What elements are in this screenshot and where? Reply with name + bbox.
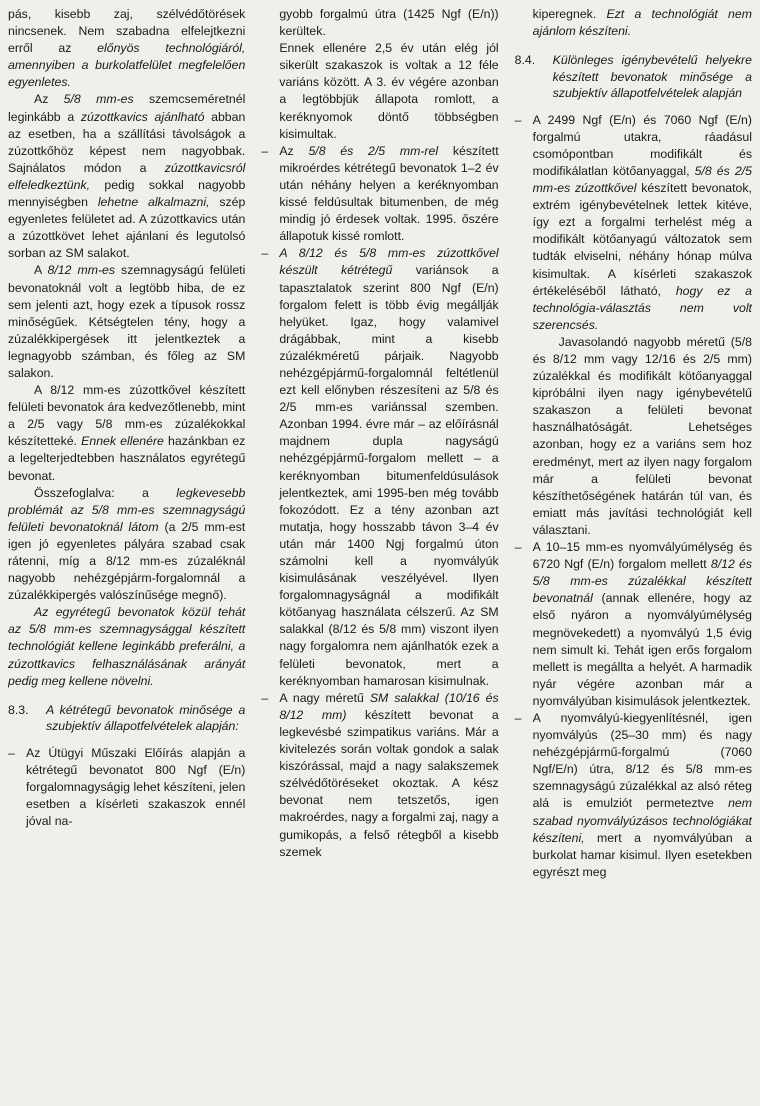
list-item-continued [515,334,752,539]
list-item-text: kiperegnek. Ezt a technológiát nem ajánlom készíteni. [532,7,752,39]
list-item [515,112,752,334]
list-item-text: A nyomvályú-kiegyenlítésnél, igen nyomvályús (25–30 mm) és nagy nehézgépjármű-forgalmú (7060 Ngf/E/n) útra, 8/12 és 5/8 mm-es szemnagyságú zúzalékkal az alsó réteg alá is emulziót permeteztve nem szabad nyomvályúzásos technológiákat készíteni, mert a nyomvályúban a burkolat hamar kisimul. Ilyen esetekben egyrészt meg [532,710,752,879]
column-2 [261,6,498,1066]
list-item-text: A 10–15 mm-es nyomvályúmélység és 6720 Ngf (E/n) forgalom mellett 8/12 és 5/8 mm-es zúzalékkal készített bevonatnál (annak ellenére, hogy az első nyáron a nyomvályúmélység megnövekedett) a nyomvályú 1,5 évig nem simult ki. Tehát igen erős forgalom mellett is megállta a helyét. A harmadik nyár végére azonban már a nyomvályúban kisimulások jelentkeztek. [532,540,752,708]
section-number: 8.4. [514,53,536,68]
list-item-text: Az Útügyi Műszaki Előírás alapján a kétrétegű bevonatot 800 Ngf (E/n) forgalomnagyságig lehet készíteni, jelen esetben a kísérleti szakaszok ennél jóval na- [26,745,246,829]
paragraph: Ennek ellenére 2,5 év után elég jól sikerült szakaszok is voltak a 12 féle variáns között. A 3. év végére azonban a legtöbbjük állapota romlott, a keréknyomok döntő többségben kisimultak. [279,41,499,141]
list-item [515,710,752,881]
section-heading-8-3 [8,702,245,735]
dash-bullet: – [514,540,522,555]
paragraph: Összefoglalva: a legkevesebb problémát az 5/8 mm-es szemnagyságú felületi bevonatoknál látom (a 2/5 mm-est igen jó egyenletes pályára szabad csak rátenni, míg a 8/12 mm-es zúzaléknál nagyobb nehézgépjárm-forgalomnál a zúzalékkipergés valószínűsége megnő). [8,485,246,603]
dash-bullet: – [514,112,522,127]
column-3 [515,6,752,1066]
section-title: A kétrétegű bevonatok minősége a szubjektív állapotfelvételek alapján: [46,702,246,734]
paragraph: Az 5/8 mm-es szemcseméretnél leginkább a zúzottkavics ajánlható abban az esetben, ha a szállítási távolságok a zúzottkőhöz képest nem nagyobbak. Sajnálatos módon a zúzottkavicsról elfeledkeztünk, pedig sokkal nagyobb mennyiségben lehetne alkalmazni, szép egyenletes felületet ad. A zúzottkavics után a zúzottkövet lehet ajánlani és legutolsó sorban az SM salakot. [8,92,246,261]
paragraph: A 8/12 mm-es szemnagyságú felületi bevonatoknál volt a legtöbb hiba, de ez sem jelenti azt, hogy ezek a típusok rossz minőségűek. Kétségtelen tény, hogy a zúzalékkipergések itt jelentkeztek a legnagyobb számban, és főleg az SM salakon. [8,263,246,380]
column-1 [8,6,245,1066]
paragraph: Javasolandó nagyobb méretű (5/8 és 8/12 mm vagy 12/16 és 2/5 mm) zúzalékkal és modifikált kötőanyaggal kipróbálni ilyen nagy igénybevételű szakaszon a felületi bevonat használhatóságát. Lehetséges azonban, hogy ez a variáns sem hoz eredményt, mert az ilyen nagy forgalom már a felületi bevonat készíthetőségének határán túl van, és emiatt más javítási technológiát kell választani. [532,334,752,537]
dash-bullet: – [8,745,15,760]
list-item [261,690,498,861]
list-item-text: A nagy méretű SM salakkal (10/16 és 8/12 mm) készített bevonat a legkevésbé szimpatikus variáns. Már a kivitelezés során voltak gondok a salak kiszórással, majd a nagy salakszemek szélvédőtöréseket okoztak. A kész bevonat nem tetszetős, igen makroérdes, nagy a forgalmi zaj, nagy a gumikopás, a felső rétegből a kisebb szemek [279,690,499,859]
list-item [261,245,498,689]
list-item-continued [261,40,498,143]
list-item-text: Az 5/8 és 2/5 mm-rel készített mikroérdes kétrétegű bevonatok 1–2 év után néhány helyen a keréknyomban kissé feldúsultak bitumenben, de még mindig jó érdesek voltak. 1995. őszére állapotuk kissé romlott. [279,143,499,244]
section-heading-8-4 [515,52,752,102]
section-number: 8.3. [8,702,29,717]
list-item [8,745,245,830]
dash-bullet: – [261,246,269,261]
text-columns [8,6,752,1066]
list-item-text: A 2499 Ngf (E/n) és 7060 Ngf (E/n) forgalmú utakra, ráadásul csomópontban modifikált és modifikálatlan kötőanyaggal, 5/8 és 2/5 mm-es zúzottkővel készített bevonatok, extrém igénybevételnek lettek kitéve, így ezt a forgalmi terhelést még a modifikált kötőanyagú változatok sem tudták elviselni, néhány hónap múlva kisimultak. A kísérleti szakaszok értékeléséből látható, hogy ez a technológia-választás nem volt szerencsés. [532,112,752,332]
paragraph: Az egyrétegű bevonatok közül tehát az 5/8 mm-es szemnagysággal készített technológiát kellene leginkább preferálni, a zúzottkavics felhasználásának arányát pedig meg kellene növelni. [8,605,246,688]
list-item [261,143,498,246]
dash-bullet: – [261,143,269,158]
list-item-continued [261,6,498,40]
paragraph: A 8/12 mm-es zúzottkővel készített felületi bevonatok ára kedvezőtlenebb, mint a 2/5 vagy 5/8 mm-es zúzalékokkal készítetteké. Ennek ellenére hazánkban ez a legelterjedtebben használatos egyrétegű bevonat. [8,383,246,483]
list-item-text: gyobb forgalmú útra (1425 Ngf (E/n)) kerültek. [279,7,499,39]
paragraph: pás, kisebb zaj, szélvédőtörések nincsenek. Nem szabadna elfelejtkezni erről az előnyös technológiáról, amennyiben a burkolatfelület megfelelően egyenletes. [8,7,246,90]
list-item [515,539,752,710]
dash-bullet: – [261,690,269,705]
list-item-continued [515,6,752,40]
section-title: Különleges igénybevételű helyekre készített bevonatok minősége a szubjektív állapotfelvételek alapján [552,53,752,101]
dash-bullet: – [514,710,522,725]
list-item-text: A 8/12 és 5/8 mm-es zúzottkővel készült kétrétegű variánsok a tapasztalatok szerint 800 Ngf (E/n) forgalom felett is több évig megállják helyüket. Igaz, hogy valamivel drágábbak, mint a kisebb zúzalékméretű párjaik. Nagyobb nehézgépjármű-forgalomnál feltétlenül ezt kell előnyben részesíteni az 5/8 és 2/5 mm-es variánssal szemben. Azonban 1994. évre már – az előírásnál majdnem dupla nagyságú nehézgépjármű-forgalom mellett – a keréknyomban bitumenfeldúsulások jelentkeztek, ami 1995-ben még tovább fokozódott. Ez a tény azonban azt mutatja, hogy hosszabb távon 3–4 év után már 1400 Ngj forgalmú úton számolni kell a nyomvályúk kisimulásának veszélyével. Ilyen forgalomnagyságnál a modifikált kötőanyag használata célszerű. Az SM salakkal (8/12 és 5/8 mm) viszont ilyen nagy forgalomra nem ajánlhatók ezek a felületi bevonatok, mert a keréknyomban hamarosan kisimulnak. [279,246,499,688]
